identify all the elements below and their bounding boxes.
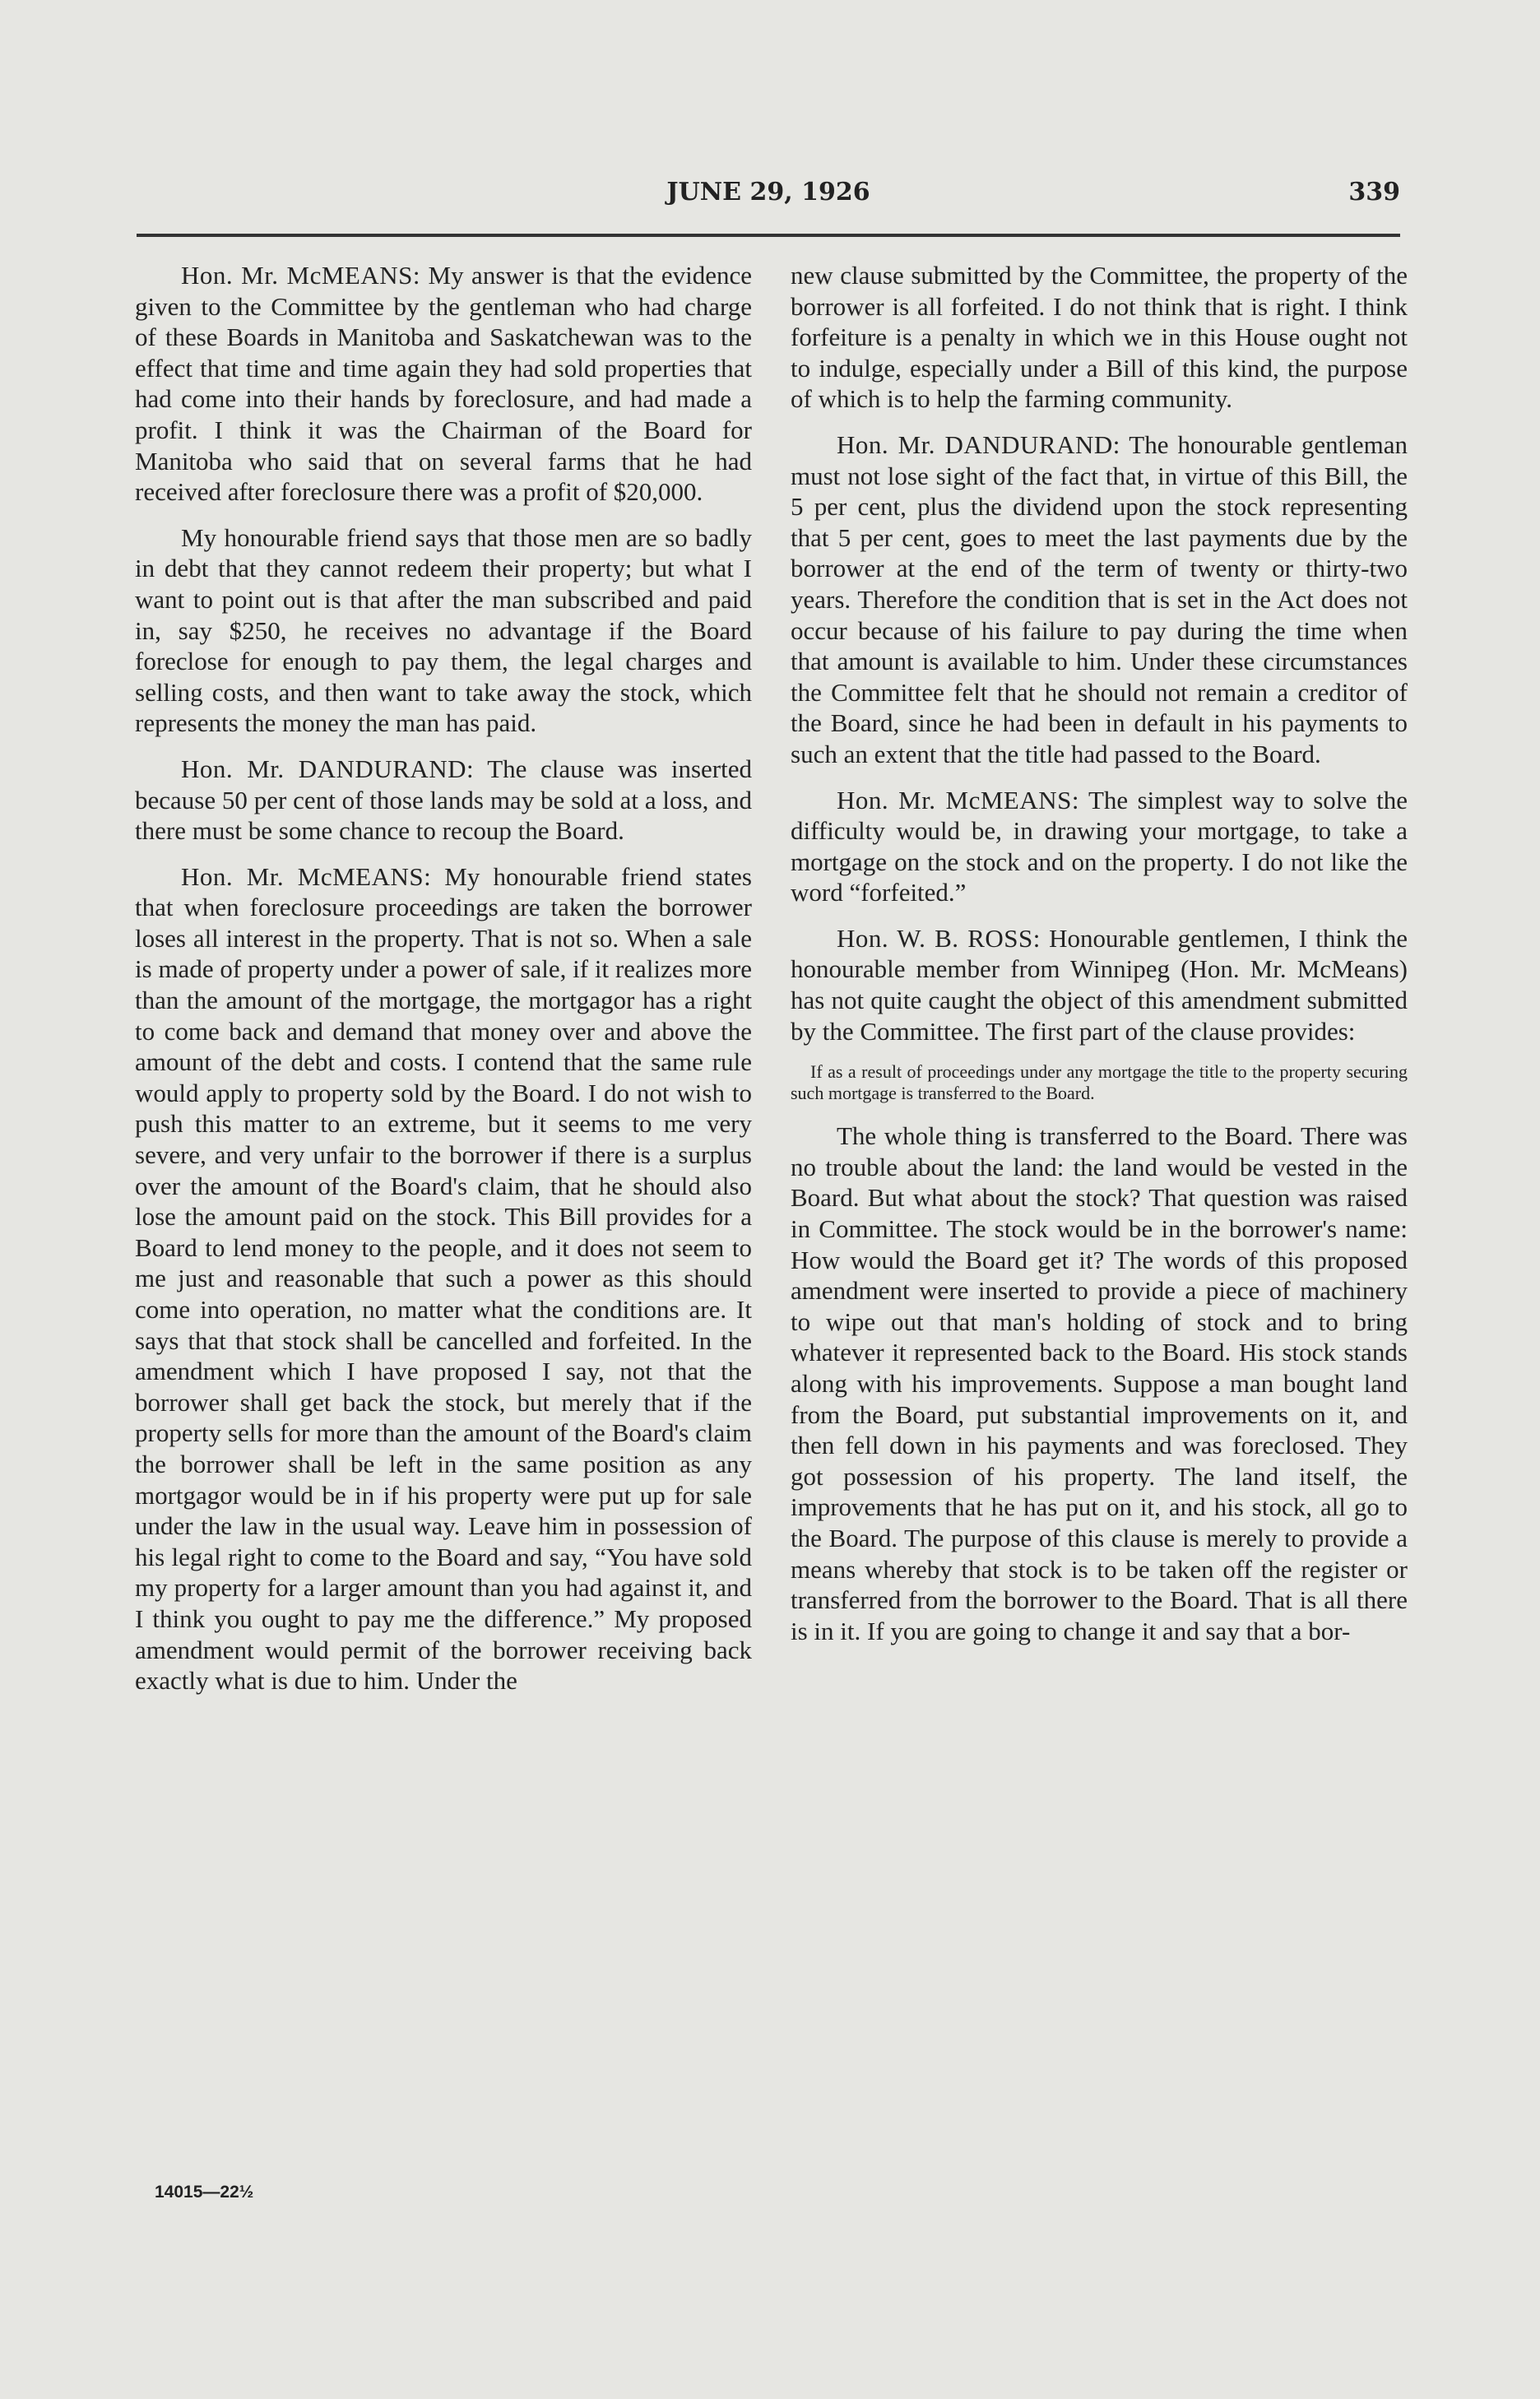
page-header bbox=[137, 174, 1400, 214]
speaker-name: Hon. Mr. DANDURAND: bbox=[181, 754, 475, 783]
paragraph-text: The clause was inserted because 50 per cent of those lands may be sold at a loss, and there must be some chance to recoup the Board. bbox=[135, 754, 752, 846]
left-column bbox=[135, 260, 752, 1711]
paragraph-text: The simplest way to solve the difficulty would be, in drawing your mortgage, to take a mortgage on the stock and on the property. I do not like the word “forfeited.” bbox=[791, 785, 1408, 907]
speaker-name: Hon. Mr. McMEANS: bbox=[181, 261, 420, 290]
header-rule bbox=[137, 234, 1400, 237]
speaker-name: Hon. Mr. McMEANS: bbox=[181, 861, 432, 891]
paragraph-text: Honourable gentlemen, I think the honourable member from Winnipeg (Hon. Mr. McMeans) has not quite caught the object of this amendment submitted by the Committee. The first part of the clause provides: bbox=[791, 923, 1408, 1046]
speaker-name: Hon. Mr. McMEANS: bbox=[837, 785, 1079, 814]
paragraph bbox=[135, 861, 752, 1696]
paragraph bbox=[135, 754, 752, 847]
paragraph bbox=[791, 429, 1408, 770]
paragraph-text: new clause submitted by the Committee, the property of the borrower is all forfeited. I do not think that is right. I think forfeiture is a penalty in which we in this House ought not to indulge, especially under a Bill of this kind, the purpose of which is to help the farming community. bbox=[791, 261, 1408, 414]
paragraph bbox=[791, 1121, 1408, 1646]
header-date: JUNE 29, 1926 bbox=[666, 178, 870, 206]
speaker-name: Hon. Mr. DANDURAND: bbox=[837, 429, 1120, 459]
paragraph-text: The honourable gentleman must not lose sight of the fact that, in virtue of this Bill, the 5 per cent, plus the dividend upon the stock representing that 5 per cent, goes to meet the last payments due by the borrower at the end of the term of twenty or thirty-two years. Therefore the condition that is set in the Act does not occur because of his failure to pay during the time when that amount is available to him. Under these circumstances the Committee felt that he should not remain a creditor of the Board, since he had been in default in his payments to such an extent that the title had passed to the Board. bbox=[791, 429, 1408, 768]
paragraph-text: The whole thing is transferred to the Board. There was no trouble about the land: the land would be vested in the Board. But what about the stock? That question was raised in Committee. The stock would be in the borrower's name: How would the Board get it? The words of this proposed amendment were inserted to provide a piece of machinery to wipe out that man's holding of stock and to bring whatever it represented back to the Board. His stock stands along with his improvements. Suppose a man bought land from the Board, put substantial improvements on it, and then fell down in his payments and was foreclosed. They got possession of his property. The land itself, the improvements that he has put on it, and his stock, all go to the Board. The purpose of this clause is merely to provide a means whereby that stock is to be taken off the register or transferred from the borrower to the Board. That is all there is in it. If you are going to change it and say that a bor- bbox=[791, 1121, 1408, 1645]
signature-mark: 14015—22½ bbox=[155, 2183, 254, 2202]
block-quote: If as a result of proceedings under any mortgage the title to the property securing such mortgage is transferred to the Board. bbox=[791, 1061, 1408, 1104]
paragraph bbox=[791, 260, 1408, 415]
right-column bbox=[791, 260, 1408, 1661]
paragraph bbox=[135, 522, 752, 739]
paragraph-text: My honourable friend states that when foreclosure proceedings are taken the borrower loses all interest in the property. That is not so. When a sale is made of property under a power of sale, if it realizes more than the amount of the mortgage, the mortgagor has a right to come back and demand that money over and above the amount of the debt and costs. I contend that the same rule would apply to property sold by the Board. I do not wish to push this matter to an extreme, but it seems to me very severe, and very unfair to the borrower if there is a surplus over the amount of the Board's claim, that he should also lose the amount paid on the stock. This Bill provides for a Board to lend money to the people, and it does not seem to me just and reasonable that such a power as this should come into operation, no matter what the conditions are. It says that that stock shall be cancelled and forfeited. In the amendment which I have proposed I say, not that the borrower shall get back the stock, but merely that if the property sells for more than the amount of the Board's claim the borrower shall be left in the same position as any mortgagor would be in if his property were put up for sale under the law in the usual way. Leave him in possession of his legal right to come to the Board and say, “You have sold my property for a larger amount than you had against it, and I think you ought to pay me the difference.” My proposed amendment would permit of the borrower receiving back exactly what is due to him. Under the bbox=[135, 861, 752, 1696]
paragraph bbox=[135, 260, 752, 508]
paragraph bbox=[791, 785, 1408, 908]
paragraph bbox=[791, 923, 1408, 1046]
paragraph-text: My honourable friend says that those men are so badly in debt that they cannot redeem their property; but what I want to point out is that after the man subscribed and paid in, say $250, he receives no advantage if the Board foreclose for enough to pay them, the legal charges and selling costs, and then want to take away the stock, which represents the money the man has paid. bbox=[135, 522, 752, 738]
page-number: 339 bbox=[1348, 178, 1400, 206]
paragraph-text: My answer is that the evidence given to the Committee by the gentleman who had charge of these Boards in Manitoba and Saskatchewan was to the effect that time and time again they had sold properties that had come into their hands by foreclosure, and had made a profit. I think it was the Chairman of the Board for Manitoba who said that on several farms that he had received after foreclosure there was a profit of $20,000. bbox=[135, 261, 753, 507]
speaker-name: Hon. W. B. ROSS: bbox=[837, 923, 1041, 953]
